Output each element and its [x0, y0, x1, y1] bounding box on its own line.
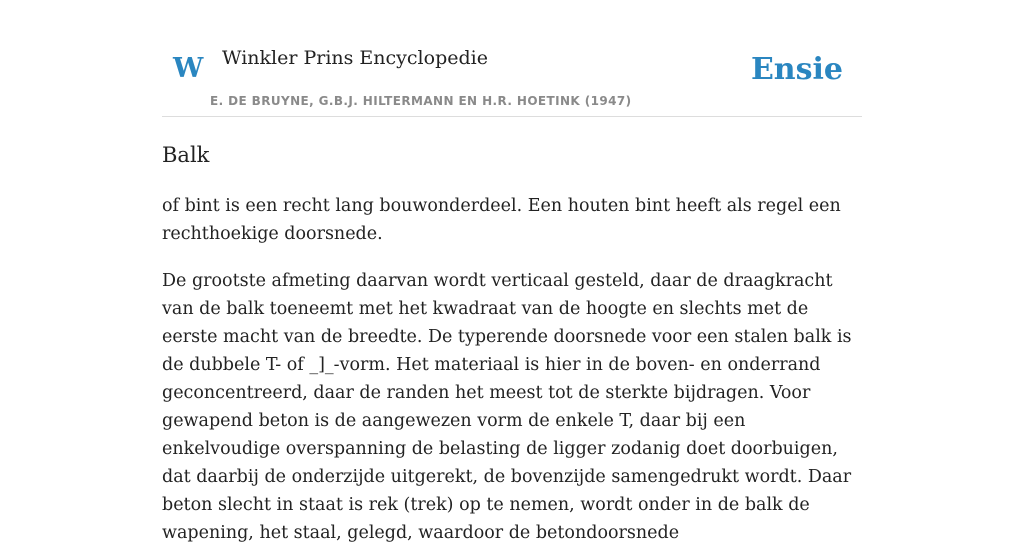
article-paragraph: De grootste afmeting daarvan wordt verticaal gesteld, daar de draagkracht van de balk toeneemt met het kwadraat van de hoogte en slechts met de eerste macht van de breedte. De typerende doorsnede voor een stalen balk is de dubbele T- of _]_-vorm. Het materiaal is hier in de boven- en onderrand geconcentreerd, daar de randen het meest tot de sterkte bijdragen. Voor gewapend beton is de aangewezen vorm de enkele T, daar bij een enkelvoudige overspanning de belasting de ligger zodanig doet doorbuigen, dat daarbij de onderzijde uitgerekt, de bovenzijde samengedrukt wordt. Daar beton slecht in staat is rek (trek) op te nemen, wordt onder in de balk de wapening, het staal, gelegd, waardoor de betondoorsnede [162, 271, 852, 543]
source-authors: E. DE BRUYNE, G.B.J. HILTERMANN EN H.R. HOETINK (1947) [210, 94, 632, 108]
article-title: Balk [162, 143, 210, 167]
winkler-prins-logo[interactable]: W [173, 53, 204, 84]
article-paragraph: of bint is een recht lang bouwonderdeel. Een houten bint heeft als regel een rechthoekige doorsnede. [162, 196, 841, 244]
article [162, 138, 862, 547]
source-header [162, 0, 862, 117]
ensie-logo[interactable]: Ensie [750, 52, 843, 87]
source-title[interactable]: Winkler Prins Encyclopedie [222, 47, 488, 69]
